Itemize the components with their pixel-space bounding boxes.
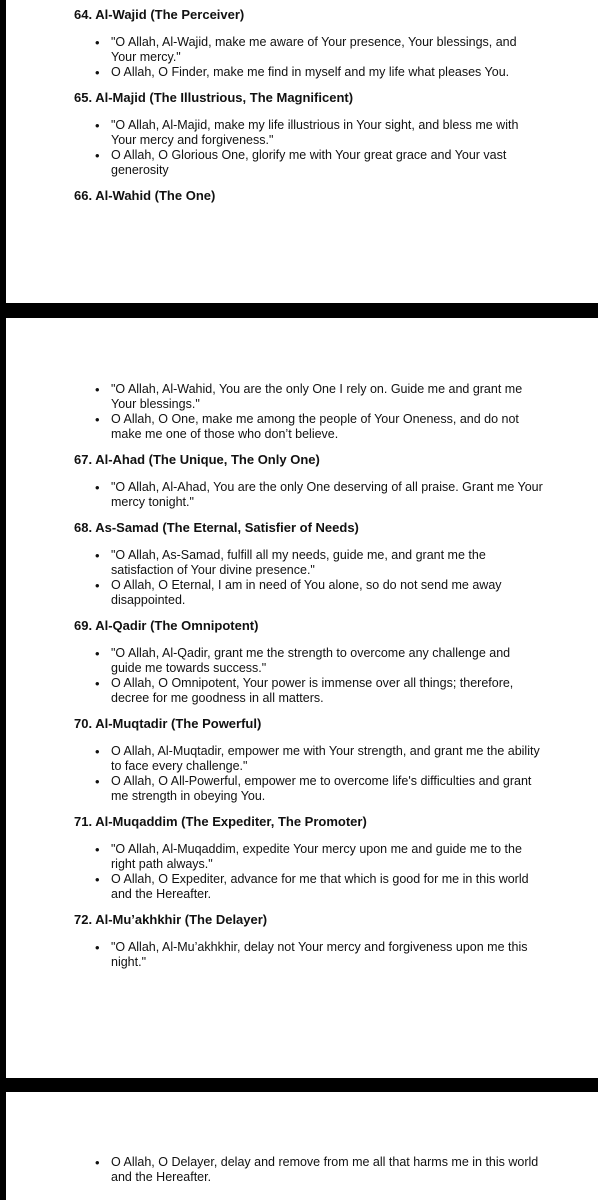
section-heading: 65. Al-Majid (The Illustrious, The Magnificent)	[74, 90, 354, 105]
section-heading: 68. As-Samad (The Eternal, Satisfier of Needs)	[74, 520, 359, 535]
document-page-2	[6, 318, 598, 1078]
list-item: • O Allah, O Expediter, advance for me that which is good for me in this world and the Hereafter.	[74, 872, 544, 902]
document-page-3	[6, 1092, 598, 1200]
list-item: • "O Allah, Al-Wajid, make me aware of Your presence, Your blessings, and Your mercy."	[74, 35, 544, 65]
section-70	[74, 715, 544, 804]
section-72	[74, 911, 544, 970]
section-heading: 64. Al-Wajid (The Perceiver)	[74, 7, 245, 22]
section-heading: 69. Al-Qadir (The Omnipotent)	[74, 618, 259, 633]
bullet-list	[74, 646, 544, 706]
bullet-list	[74, 35, 544, 80]
list-item: • O Allah, O One, make me among the people of Your Oneness, and do not make me one of those who don’t believe.	[74, 412, 544, 442]
list-item: • "O Allah, Al-Majid, make my life illustrious in Your sight, and bless me with Your mercy and forgiveness."	[74, 118, 544, 148]
page-content	[74, 1155, 544, 1194]
list-item: • O Allah, O Glorious One, glorify me with Your great grace and Your vast generosity	[74, 148, 544, 178]
bullet-list	[74, 842, 544, 902]
section-heading: 71. Al-Muqaddim (The Expediter, The Promoter)	[74, 814, 367, 829]
section-68	[74, 519, 544, 608]
list-item: • "O Allah, Al-Mu’akhkhir, delay not Your mercy and forgiveness upon me this night."	[74, 940, 544, 970]
section-71	[74, 813, 544, 902]
list-item: • "O Allah, Al-Muqaddim, expedite Your mercy upon me and guide me to the right path always."	[74, 842, 544, 872]
bullet-list	[74, 118, 544, 178]
section-heading: 72. Al-Mu’akhkhir (The Delayer)	[74, 912, 268, 927]
list-item: • O Allah, O All-Powerful, empower me to overcome life's difficulties and grant me strength in obeying You.	[74, 774, 544, 804]
section-heading: 66. Al-Wahid (The One)	[74, 188, 216, 203]
section-67	[74, 451, 544, 510]
section-heading: 67. Al-Ahad (The Unique, The Only One)	[74, 452, 320, 467]
list-item: • "O Allah, As-Samad, fulfill all my needs, guide me, and grant me the satisfaction of Your divine presence."	[74, 548, 544, 578]
list-item: • O Allah, O Omnipotent, Your power is immense over all things; therefore, decree for me goodness in all matters.	[74, 676, 544, 706]
section-65	[74, 89, 544, 178]
page-content	[74, 6, 544, 216]
document-page-1	[6, 0, 598, 303]
list-item: • "O Allah, Al-Qadir, grant me the strength to overcome any challenge and guide me towards success."	[74, 646, 544, 676]
section-64	[74, 6, 544, 80]
section-72-continued	[74, 1155, 544, 1185]
list-item: • O Allah, Al-Muqtadir, empower me with Your strength, and grant me the ability to face every challenge."	[74, 744, 544, 774]
bullet-list	[74, 1155, 544, 1185]
section-69	[74, 617, 544, 706]
bullet-list	[74, 548, 544, 608]
section-66-continued	[74, 382, 544, 442]
bullet-list	[74, 940, 544, 970]
list-item: • "O Allah, Al-Wahid, You are the only One I rely on. Guide me and grant me Your blessings."	[74, 382, 544, 412]
section-heading: 70. Al-Muqtadir (The Powerful)	[74, 716, 262, 731]
list-item: • "O Allah, Al-Ahad, You are the only One deserving of all praise. Grant me Your mercy tonight."	[74, 480, 544, 510]
list-item: • O Allah, O Delayer, delay and remove from me all that harms me in this world and the Hereafter.	[74, 1155, 544, 1185]
section-66	[74, 187, 544, 204]
bullet-list	[74, 382, 544, 442]
bullet-list	[74, 480, 544, 510]
bullet-list	[74, 744, 544, 804]
list-item: • O Allah, O Finder, make me find in myself and my life what pleases You.	[74, 65, 544, 80]
page-content	[74, 382, 544, 979]
list-item: • O Allah, O Eternal, I am in need of You alone, so do not send me away disappointed.	[74, 578, 544, 608]
